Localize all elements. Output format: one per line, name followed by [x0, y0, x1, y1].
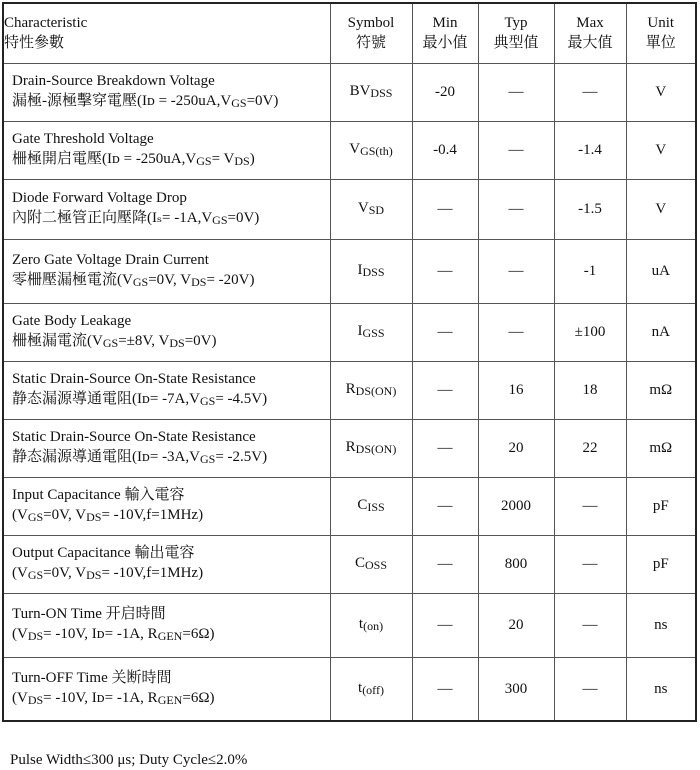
- max-cell: -1.5: [554, 179, 626, 239]
- max-cell: —: [554, 535, 626, 593]
- min-cell: —: [412, 477, 478, 535]
- characteristic-condition: 內附二極管正向壓降$(I_s= -1A,V_{GS}=0V)$: [12, 210, 260, 227]
- table-row: [3, 121, 696, 179]
- electrical-characteristics-table: [2, 2, 697, 722]
- header-typ-cn: 典型值: [493, 35, 539, 52]
- header-min-en: Min: [432, 15, 458, 32]
- typ-cell: —: [478, 63, 554, 121]
- symbol-cell: $R_{DS(ON)}$: [330, 419, 412, 477]
- min-cell: —: [412, 657, 478, 721]
- characteristic-name: Turn-OFF Time 关断時間: [12, 669, 172, 686]
- header-unit-cn: 單位: [645, 35, 676, 52]
- symbol-cell: $V_{SD}$: [330, 179, 412, 239]
- characteristic-name: Drain-Source Breakdown Voltage: [12, 73, 215, 89]
- table-row: [3, 179, 696, 239]
- symbol-cell: $t_{(off)}$: [330, 657, 412, 721]
- characteristic-cell: [3, 303, 330, 361]
- header-typ-en: Typ: [504, 15, 528, 32]
- characteristic-cell: [3, 63, 330, 121]
- max-cell: —: [554, 657, 626, 721]
- unit-cell: mΩ: [626, 361, 696, 419]
- header-unit-en: Unit: [647, 15, 675, 32]
- typ-cell: 300: [478, 657, 554, 721]
- header-max-cn: 最大值: [567, 35, 613, 52]
- pulse-note: Pulse Width≤300 μs; Duty Cycle≤2.0%: [10, 752, 248, 768]
- header-max-en: Max: [576, 15, 604, 32]
- unit-cell: ns: [626, 657, 696, 721]
- typ-cell: 2000: [478, 477, 554, 535]
- unit-cell: nA: [626, 303, 696, 361]
- table-row: [3, 303, 696, 361]
- unit-cell: V: [626, 179, 696, 239]
- min-cell: -0.4: [412, 121, 478, 179]
- symbol-cell: $V_{GS(th)}$: [330, 121, 412, 179]
- typ-cell: 16: [478, 361, 554, 419]
- header-typ: [478, 3, 554, 63]
- table-row: [3, 63, 696, 121]
- symbol-cell: $C_{OSS}$: [330, 535, 412, 593]
- characteristic-cell: [3, 657, 330, 721]
- header-characteristic-en: Characteristic: [4, 15, 88, 32]
- header-symbol-cn: 符號: [355, 35, 386, 52]
- characteristic-cell: [3, 239, 330, 303]
- symbol-cell: $I_{GSS}$: [330, 303, 412, 361]
- header-symbol: [330, 3, 412, 63]
- table-row: [3, 477, 696, 535]
- min-cell: —: [412, 239, 478, 303]
- min-cell: —: [412, 419, 478, 477]
- unit-cell: mΩ: [626, 419, 696, 477]
- max-cell: 18: [554, 361, 626, 419]
- symbol-cell: $BV_{DSS}$: [330, 63, 412, 121]
- typ-cell: 800: [478, 535, 554, 593]
- characteristic-condition: 漏極-源極擊穿電壓(Iᴅ = $-250uA,V_{GS}=0V$): [12, 93, 279, 110]
- max-cell: —: [554, 593, 626, 657]
- typ-cell: 20: [478, 593, 554, 657]
- symbol-cell: $I_{DSS}$: [330, 239, 412, 303]
- max-cell: —: [554, 477, 626, 535]
- max-cell: ±100: [554, 303, 626, 361]
- unit-cell: pF: [626, 535, 696, 593]
- characteristic-name: Static Drain-Source On-State Resistance: [12, 371, 256, 387]
- characteristic-name: Turn-ON Time 开启時間: [12, 606, 166, 622]
- characteristic-condition: 柵極開启電壓(Iᴅ = $-250uA,V_{GS}= V_{DS}$): [12, 151, 255, 168]
- characteristic-name: Zero Gate Voltage Drain Current: [12, 252, 209, 268]
- header-characteristic-cn: 特性參數: [4, 35, 65, 52]
- table-row: [3, 657, 696, 721]
- unit-cell: uA: [626, 239, 696, 303]
- table-row: [3, 535, 696, 593]
- table-row: [3, 419, 696, 477]
- unit-cell: pF: [626, 477, 696, 535]
- table-header-row: [3, 3, 696, 63]
- characteristic-cell: [3, 121, 330, 179]
- max-cell: 22: [554, 419, 626, 477]
- characteristic-name: Gate Threshold Voltage: [12, 131, 154, 147]
- characteristic-name: Output Capacitance 輸出電容: [12, 545, 195, 561]
- characteristic-cell: [3, 361, 330, 419]
- min-cell: -20: [412, 63, 478, 121]
- header-symbol-en: Symbol: [347, 15, 395, 32]
- characteristic-cell: [3, 535, 330, 593]
- typ-cell: 20: [478, 419, 554, 477]
- max-cell: -1: [554, 239, 626, 303]
- min-cell: —: [412, 303, 478, 361]
- characteristic-name: Input Capacitance 輸入電容: [12, 487, 185, 503]
- unit-cell: ns: [626, 593, 696, 657]
- unit-cell: V: [626, 121, 696, 179]
- characteristic-cell: [3, 419, 330, 477]
- characteristic-condition: 静态漏源導通電阻(Iᴅ= $-3A,V_{GS}= -2.5V$): [12, 449, 268, 466]
- header-min: [412, 3, 478, 63]
- min-cell: —: [412, 179, 478, 239]
- characteristic-condition: ($V_{DS}= -10V$, Iᴅ= -1A, $R_{GEN}=6\Omega$): [12, 689, 215, 707]
- typ-cell: —: [478, 303, 554, 361]
- characteristic-cell: [3, 593, 330, 657]
- header-unit: [626, 3, 696, 63]
- max-cell: -1.4: [554, 121, 626, 179]
- header-characteristic: [3, 3, 330, 63]
- characteristic-condition: 零柵壓漏極電流($V_{GS}=0V$, $V_{DS}= -20V$): [12, 272, 255, 289]
- characteristic-condition: ($V_{DS}= -10V$, Iᴅ= -1A, $R_{GEN}=6\Omega$): [12, 626, 215, 643]
- symbol-cell: $t_{(on)}$: [330, 593, 412, 657]
- symbol-cell: $C_{ISS}$: [330, 477, 412, 535]
- characteristic-condition: ($V_{GS}=0V$, $V_{DS}= -10V,f=1MHz$): [12, 565, 204, 582]
- table-row: [3, 239, 696, 303]
- table-row: [3, 593, 696, 657]
- characteristic-cell: [3, 179, 330, 239]
- characteristic-name: Gate Body Leakage: [12, 313, 132, 329]
- characteristic-condition: 静态漏源導通電阻(Iᴅ= $-7A,V_{GS}= -4.5V$): [12, 391, 268, 408]
- unit-cell: V: [626, 63, 696, 121]
- min-cell: —: [412, 593, 478, 657]
- characteristic-cell: [3, 477, 330, 535]
- typ-cell: —: [478, 121, 554, 179]
- characteristic-name: Static Drain-Source On-State Resistance: [12, 429, 256, 445]
- symbol-cell: $R_{DS(ON)}$: [330, 361, 412, 419]
- min-cell: —: [412, 535, 478, 593]
- header-min-cn: 最小值: [422, 35, 468, 52]
- characteristic-name: Diode Forward Voltage Drop: [12, 190, 187, 206]
- min-cell: —: [412, 361, 478, 419]
- header-max: [554, 3, 626, 63]
- table-row: [3, 361, 696, 419]
- max-cell: —: [554, 63, 626, 121]
- typ-cell: —: [478, 239, 554, 303]
- characteristic-condition: ($V_{GS}=0V$, $V_{DS}= -10V,f=1MHz$): [12, 507, 204, 524]
- characteristic-condition: 柵極漏電流($V_{GS}=\pm 8V$, $V_{DS}=0V$): [12, 333, 217, 350]
- typ-cell: —: [478, 179, 554, 239]
